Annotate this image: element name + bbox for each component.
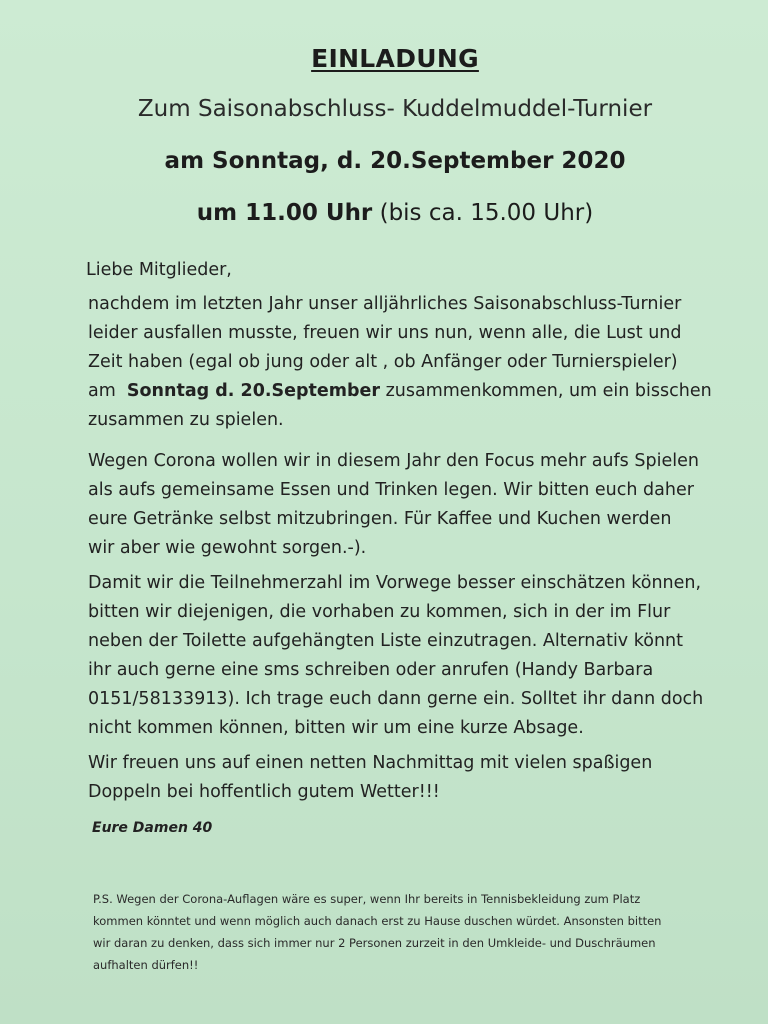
event-date: am Sonntag, d. 20.September 2020	[164, 148, 626, 174]
text-line: P.S. Wegen der Corona-Auflagen wäre es super, wenn Ihr bereits in Tennisbekleidung zum Platz	[93, 892, 641, 906]
text-line: nicht kommen können, bitten wir um eine kurze Absage.	[88, 718, 584, 738]
paragraph-closing	[88, 749, 728, 807]
highlighted-date: Sonntag d. 20.September	[126, 381, 381, 401]
text-line: als aufs gemeinsame Essen und Trinken legen. Wir bitten euch daher	[88, 480, 694, 500]
text-line: Zeit haben (egal ob jung oder alt , ob Anfänger oder Turnierspieler)	[88, 352, 678, 372]
text-line: 0151/58133913). Ich trage euch dann gerne ein. Solltet ihr dann doch	[88, 689, 704, 709]
text-line: Wir freuen uns auf einen netten Nachmittag mit vielen spaßigen	[88, 753, 653, 773]
text-line: nachdem im letzten Jahr unser alljährliches Saisonabschluss-Turnier	[88, 294, 682, 314]
text-line: Wegen Corona wollen wir in diesem Jahr den Focus mehr aufs Spielen	[88, 451, 699, 471]
text-line: neben der Toilette aufgehängten Liste einzutragen. Alternativ könnt	[88, 631, 683, 651]
signature: Eure Damen 40	[92, 820, 213, 836]
text-fragment: am	[88, 381, 127, 401]
event-time	[0, 200, 768, 226]
event-subtitle: Zum Saisonabschluss- Kuddelmuddel-Turnier	[137, 96, 653, 122]
greeting: Liebe Mitglieder,	[86, 260, 232, 280]
text-line: wir daran zu denken, dass sich immer nur 2 Personen zurzeit in den Umkleide- und Duschräumen	[93, 936, 656, 950]
text-line	[88, 377, 728, 406]
paragraph-registration	[88, 569, 728, 743]
text-line: wir aber wie gewohnt sorgen.-).	[88, 538, 367, 558]
text-line: leider ausfallen musste, freuen wir uns nun, wenn alle, die Lust und	[88, 323, 682, 343]
paragraph-corona	[88, 447, 728, 563]
text-line: kommen könntet und wenn möglich auch danach erst zu Hause duschen würdet. Ansonsten bitten	[93, 914, 662, 928]
event-time-start: um 11.00 Uhr	[196, 200, 373, 226]
postscript	[93, 888, 713, 976]
page-title: EINLADUNG	[311, 44, 479, 73]
event-time-end: (bis ca. 15.00 Uhr)	[372, 200, 594, 226]
text-line: zusammen zu spielen.	[88, 410, 284, 430]
text-fragment: zusammenkommen, um ein bisschen	[380, 381, 712, 401]
text-line: aufhalten dürfen!!	[93, 958, 199, 972]
paragraph-intro	[88, 290, 728, 435]
text-line: bitten wir diejenigen, die vorhaben zu kommen, sich in der im Flur	[88, 602, 671, 622]
text-line: eure Getränke selbst mitzubringen. Für Kaffee und Kuchen werden	[88, 509, 672, 529]
text-line: Damit wir die Teilnehmerzahl im Vorwege besser einschätzen können,	[88, 573, 702, 593]
text-line: ihr auch gerne eine sms schreiben oder anrufen (Handy Barbara	[88, 660, 654, 680]
text-line: Doppeln bei hoffentlich gutem Wetter!!!	[88, 782, 440, 802]
